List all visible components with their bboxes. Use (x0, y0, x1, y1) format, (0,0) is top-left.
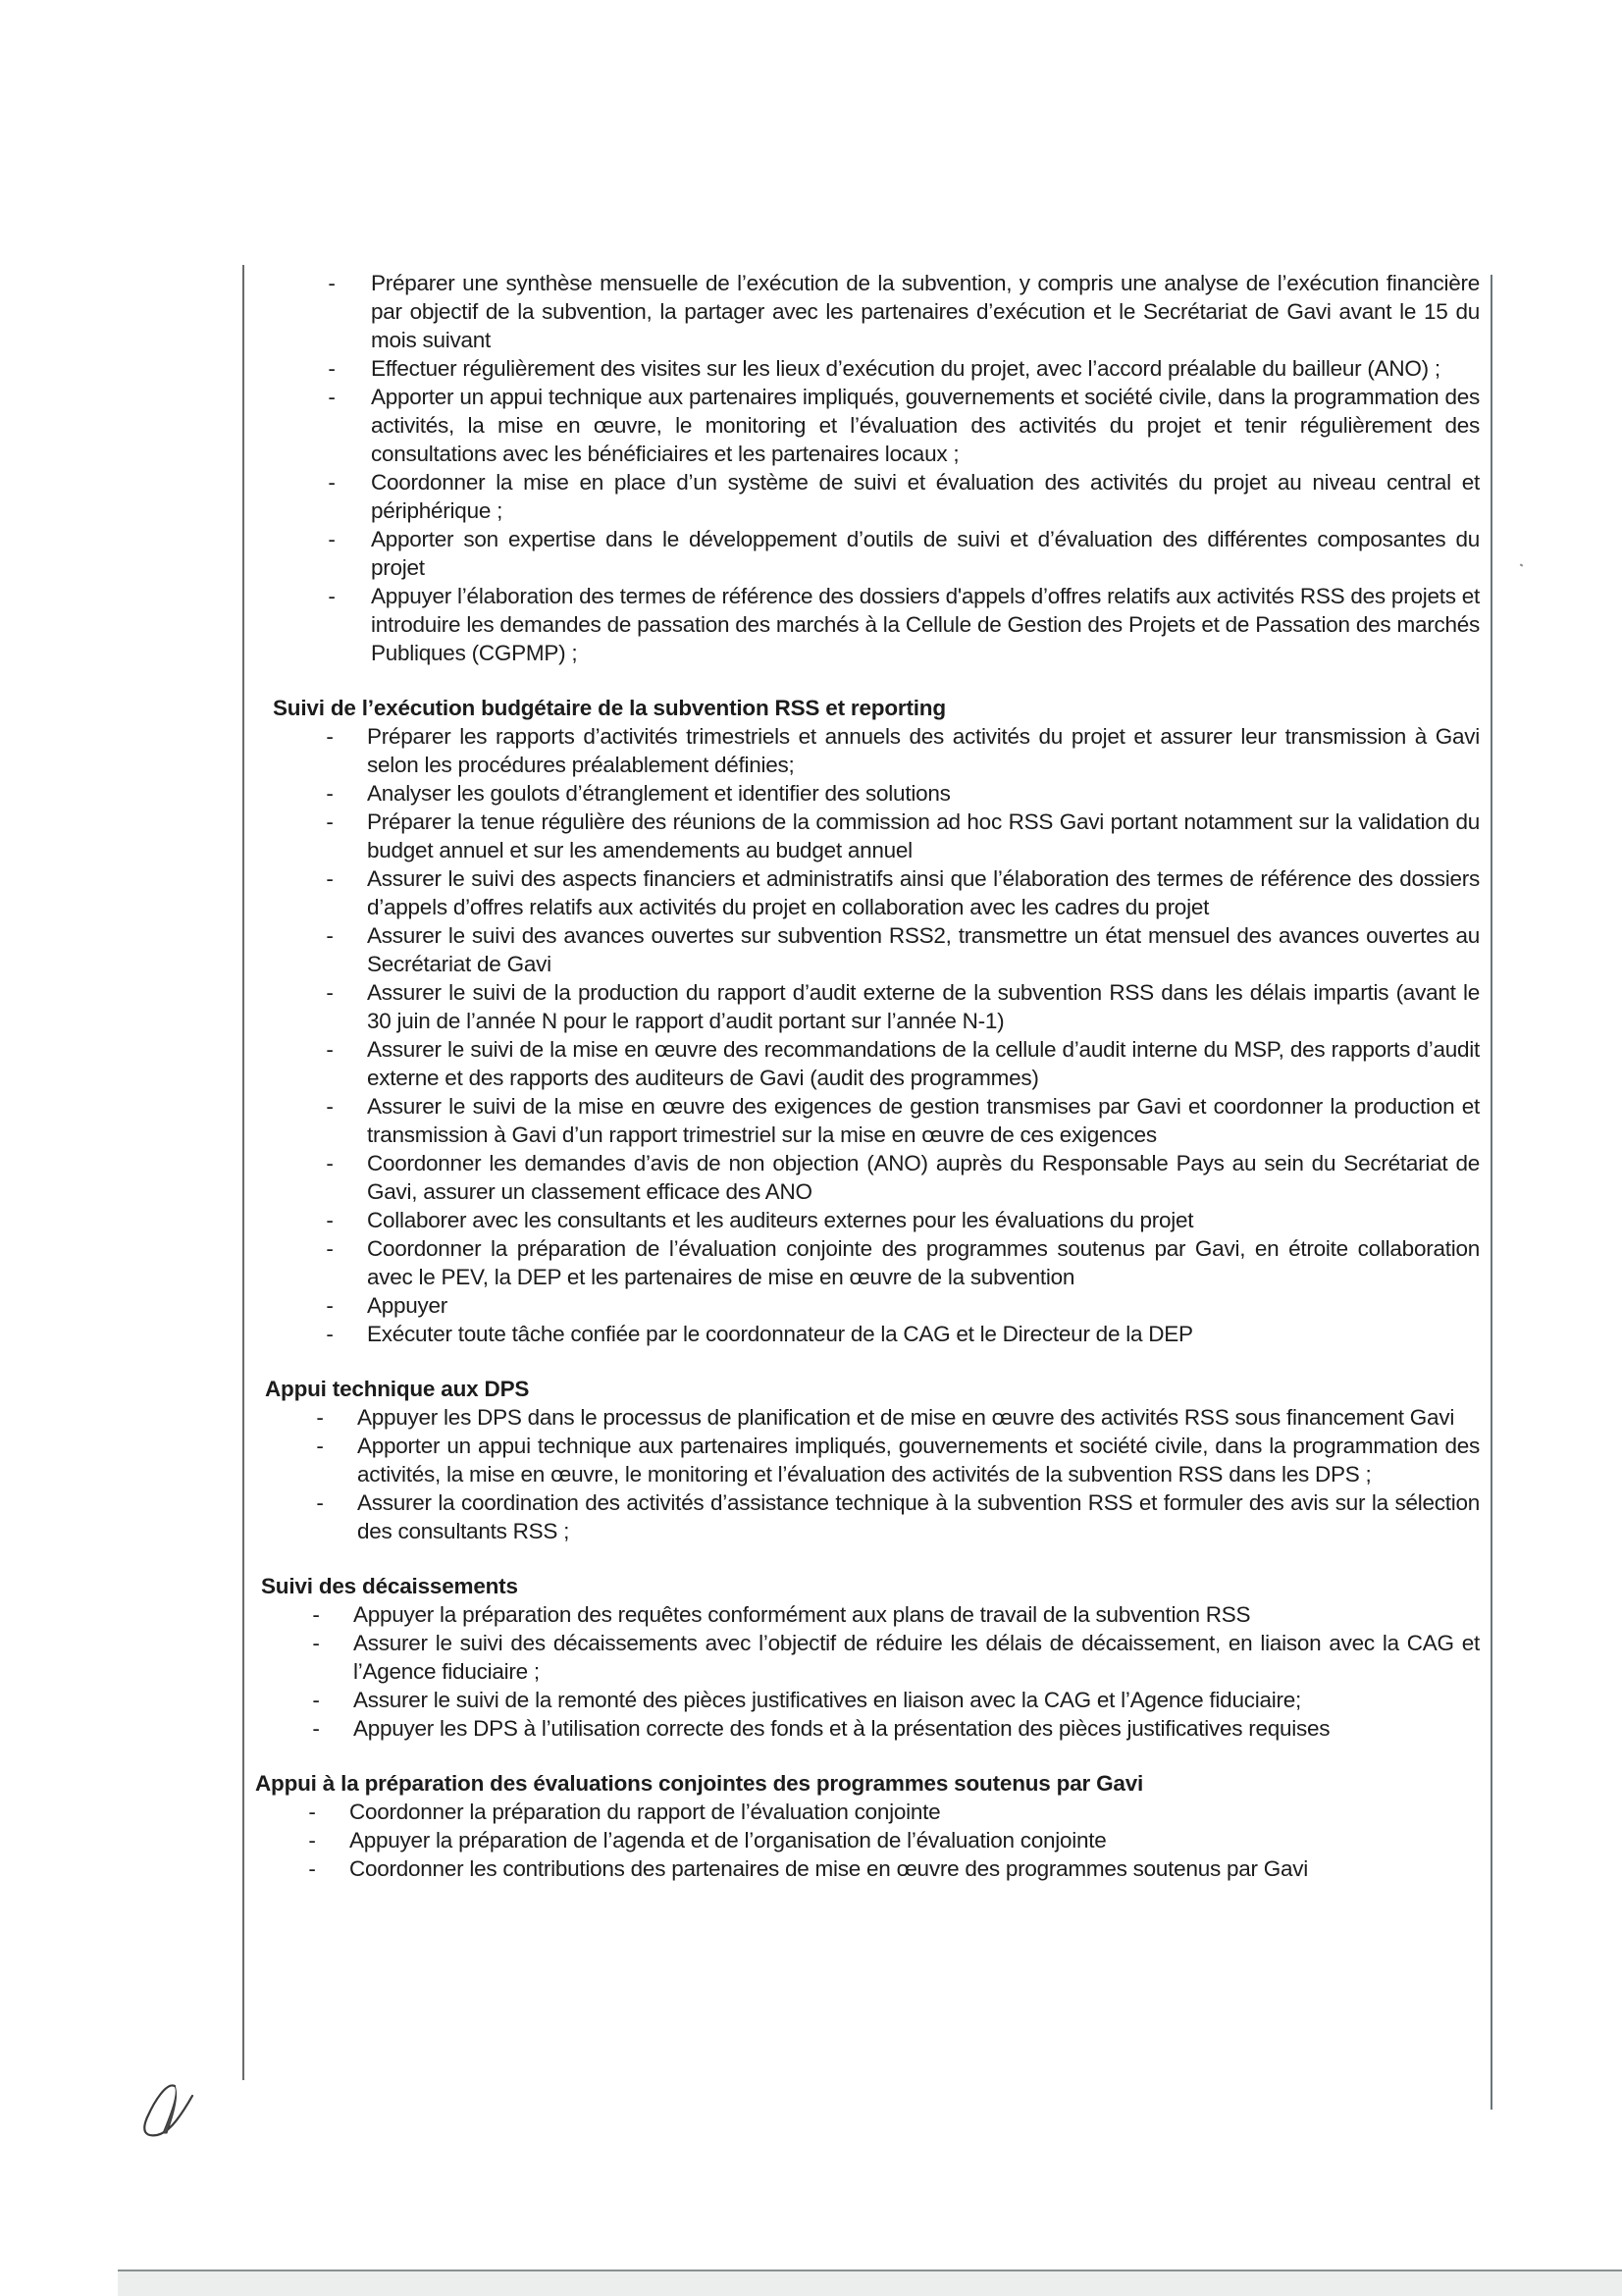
item-list (316, 1403, 1480, 1545)
section-heading: Appui technique aux DPS (265, 1377, 530, 1401)
dash-bullet: - (328, 385, 336, 409)
dash-bullet: - (328, 527, 336, 551)
list-item: - Appuyer (367, 1291, 1480, 1320)
list-item: - Préparer la tenue régulière des réunions de la commission ad hoc RSS Gavi portant notamment sur la validation du budget annuel et sur les amendements au budget annuel (367, 808, 1480, 864)
list-item: - Assurer la coordination des activités d’assistance technique à la subvention RSS et formuler des avis sur la sélection des consultants RSS ; (357, 1488, 1480, 1545)
dash-bullet: - (328, 271, 336, 295)
list-item: - Assurer le suivi des décaissements avec l’objectif de réduire les délais de décaissement, en liaison avec la CAG et l’Agence fiduciaire ; (353, 1629, 1480, 1686)
dash-bullet: - (328, 356, 336, 381)
dash-bullet: - (326, 1293, 334, 1318)
list-item: - Appuyer l’élaboration des termes de référence des dossiers d'appels d’offres relatifs aux activités RSS des projets et introduire les demandes de passation des marchés à la Cellule de Gestion des Projets et de Passation des marchés Publiques (CGPMP) ; (371, 582, 1480, 667)
dash-bullet: - (312, 1602, 320, 1627)
list-item: - Assurer le suivi des avances ouvertes sur subvention RSS2, transmettre un état mensuel des avances ouvertes au Secrétariat de Gavi (367, 921, 1480, 978)
item-list (308, 1798, 1480, 1883)
dash-bullet: - (326, 809, 334, 834)
dash-bullet: - (326, 1236, 334, 1261)
dash-bullet: - (326, 1322, 334, 1346)
dash-bullet: - (326, 1208, 334, 1232)
page-frame-left-border (242, 265, 244, 2080)
list-item: - Effectuer régulièrement des visites sur les lieux d’exécution du projet, avec l’accord préalable du bailleur (ANO) ; (371, 354, 1480, 383)
list-item: - Assurer le suivi de la mise en œuvre des recommandations de la cellule d’audit interne du MSP, des rapports d’audit externe et des rapports des auditeurs de Gavi (audit des programmes) (367, 1035, 1480, 1092)
dash-bullet: - (312, 1688, 320, 1712)
item-list (326, 722, 1480, 1348)
list-item: - Préparer les rapports d’activités trimestriels et annuels des activités du projet et assurer leur transmission à Gavi selon les procédures préalablement définies; (367, 722, 1480, 779)
dash-bullet: - (328, 470, 336, 495)
list-item: - Exécuter toute tâche confiée par le coordonnateur de la CAG et le Directeur de la DEP (367, 1320, 1480, 1348)
list-item: - Coordonner les demandes d’avis de non objection (ANO) auprès du Responsable Pays au sein du Secrétariat de Gavi, assurer un classement efficace des ANO (367, 1149, 1480, 1206)
section-disbursement-tracking (253, 1573, 1480, 1743)
dash-bullet: - (312, 1631, 320, 1655)
list-item: - Appuyer les DPS à l’utilisation correcte des fonds et à la présentation des pièces justificatives requises (353, 1714, 1480, 1743)
list-item: - Appuyer la préparation de l’agenda et de l’organisation de l’évaluation conjointe (349, 1826, 1480, 1854)
dash-bullet: - (326, 1094, 334, 1119)
item-list (312, 1600, 1480, 1743)
section-heading: Appui à la préparation des évaluations conjointes des programmes soutenus par Gavi (255, 1771, 1144, 1796)
dash-bullet: - (308, 1828, 316, 1852)
dash-bullet: - (326, 1151, 334, 1175)
dash-bullet: - (326, 724, 334, 749)
dash-bullet: - (308, 1800, 316, 1824)
list-item: - Appuyer les DPS dans le processus de planification et de mise en œuvre des activités RSS sous financement Gavi (357, 1403, 1480, 1432)
list-item: - Assurer le suivi des aspects financiers et administratifs ainsi que l’élaboration des termes de référence des dossiers d’appels d’offres relatifs aux activités du projet en collaboration avec les cadres du projet (367, 864, 1480, 921)
dash-bullet: - (326, 781, 334, 806)
scan-speck (1520, 563, 1524, 566)
section-technical-support-dps (253, 1376, 1480, 1545)
list-item: - Collaborer avec les consultants et les auditeurs externes pour les évaluations du projet (367, 1206, 1480, 1234)
list-item: - Apporter son expertise dans le développement d’outils de suivi et d’évaluation des différentes composantes du projet (371, 525, 1480, 582)
dash-bullet: - (312, 1716, 320, 1741)
document-body (253, 269, 1480, 1883)
page-frame-right-border (1491, 275, 1492, 2110)
scanner-edge-band (118, 2270, 1622, 2296)
dash-bullet: - (316, 1490, 324, 1515)
section-heading: Suivi de l’exécution budgétaire de la subvention RSS et reporting (273, 696, 946, 720)
dash-bullet: - (316, 1405, 324, 1430)
list-item: - Apporter un appui technique aux partenaires impliqués, gouvernements et société civile, dans la programmation des activités, la mise en œuvre, le monitoring et l’évaluation des activités de la subvention RSS dans les DPS ; (357, 1432, 1480, 1488)
section-budget-execution-reporting (253, 695, 1480, 1348)
list-item: - Préparer une synthèse mensuelle de l’exécution de la subvention, y compris une analyse de l’exécution financière par objectif de la subvention, la partager avec les partenaires d’exécution et le Secrétariat de Gavi avant le 15 du mois suivant (371, 269, 1480, 354)
dash-bullet: - (326, 866, 334, 891)
list-item: - Coordonner les contributions des partenaires de mise en œuvre des programmes soutenus par Gavi (349, 1854, 1480, 1883)
handwritten-initials-icon (137, 2080, 206, 2149)
list-item: - Coordonner la préparation de l’évaluation conjointe des programmes soutenus par Gavi, en étroite collaboration avec le PEV, la DEP et les partenaires de mise en œuvre de la subvention (367, 1234, 1480, 1291)
dash-bullet: - (308, 1856, 316, 1881)
list-item: - Assurer le suivi de la remonté des pièces justificatives en liaison avec la CAG et l’Agence fiduciaire; (353, 1686, 1480, 1714)
section-joint-evaluations (253, 1770, 1480, 1883)
dash-bullet: - (326, 1037, 334, 1062)
section-responsibilities-continued (253, 269, 1480, 667)
list-item: - Coordonner la préparation du rapport de l’évaluation conjointe (349, 1798, 1480, 1826)
dash-bullet: - (316, 1434, 324, 1458)
list-item: - Apporter un appui technique aux partenaires impliqués, gouvernements et société civile, dans la programmation des activités, la mise en œuvre, le monitoring et l’évaluation des activités du projet et tenir régulièrement des consultations avec les bénéficiaires et les partenaires locaux ; (371, 383, 1480, 468)
list-item: - Assurer le suivi de la mise en œuvre des exigences de gestion transmises par Gavi et coordonner la production et transmission à Gavi d’un rapport trimestriel sur la mise en œuvre de ces exigences (367, 1092, 1480, 1149)
list-item: - Assurer le suivi de la production du rapport d’audit externe de la subvention RSS dans les délais impartis (avant le 30 juin de l’année N pour le rapport d’audit portant sur l’année N-1) (367, 978, 1480, 1035)
list-item: - Appuyer la préparation des requêtes conformément aux plans de travail de la subvention RSS (353, 1600, 1480, 1629)
section-heading: Suivi des décaissements (261, 1574, 518, 1598)
dash-bullet: - (326, 923, 334, 948)
list-item: - Analyser les goulots d’étranglement et identifier des solutions (367, 779, 1480, 808)
dash-bullet: - (326, 980, 334, 1005)
item-list (328, 269, 1480, 667)
list-item: - Coordonner la mise en place d’un système de suivi et évaluation des activités du projet au niveau central et périphérique ; (371, 468, 1480, 525)
dash-bullet: - (328, 584, 336, 608)
